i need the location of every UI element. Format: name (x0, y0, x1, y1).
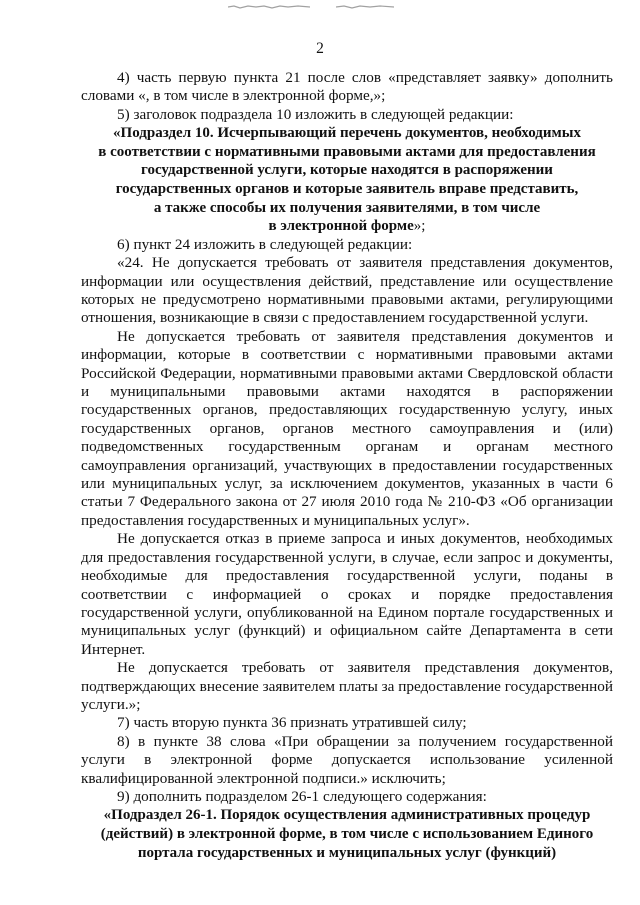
heading-line: (действий) в электронной форме, в том числе с использованием Единого (100, 825, 594, 842)
paragraph-point-24: «24. Не допускается требовать от заявителя представления документов, информации или осуществления действий, представление или осуществление которых не предусмотрено нормативными правовыми актами, регулирующими отношения, возникающие в связи с предоставлением государственной услуги. (81, 254, 613, 327)
heading-line: а также способы их получения заявителями, в том числе (153, 199, 541, 216)
heading-line: государственных органов и которые заявитель вправе представить, (115, 181, 579, 197)
page-number: 2 (316, 40, 324, 57)
paragraph-item-5: 5) заголовок подраздела 10 изложить в следующей редакции: (117, 105, 514, 123)
heading-line: в соответствии с нормативными правовыми актами для предоставления (98, 143, 596, 160)
paragraph-point-24-part-2: Не допускается требовать от заявителя представления документов и информации, которые в соответствии с нормативными правовыми актами Российской Федерации, нормативными правовыми актами Свердловской области и муниципальными правовыми актами находятся в распоряжении государственных органов, предоставляющих государственную услугу, иных государственных органов, органов местного самоуправления и (или) подведомственных государственным органам и органам местного самоуправления организаций, участвующих в предоставлении государственных или муниципальных услуг, за исключением документов, указанных в части 6 статьи 7 Федерального закона от 27 июля 2010 года № 210-ФЗ «Об организации предоставления государственных и муниципальных услуг». (81, 327, 613, 529)
heading-line-text: в электронной форме (268, 218, 414, 235)
heading-line: «Подраздел 10. Исчерпывающий перечень документов, необходимых (113, 125, 581, 142)
heading-subsection-26-1 (81, 806, 613, 862)
heading-line-last (81, 217, 613, 236)
heading-subsection-10 (81, 124, 613, 236)
scan-artifact-left (228, 4, 310, 10)
document-body (81, 69, 613, 862)
paragraph-point-24-part-3: Не допускается отказ в приеме запроса и иных документов, необходимых для предоставления государственной услуги, в случае, если запрос и документы, необходимые для предоставления государственной услуги, поданы в соответствии с информацией о сроках и порядке предоставления государственной услуги, опубликованной на Едином портале государственных и муниципальных услуг (функций) и официальном сайте Департамента в сети Интернет. (81, 530, 613, 658)
heading-line: государственной услуги, которые находятся в распоряжении (141, 162, 553, 179)
paragraph-item-4: 4) часть первую пункта 21 после слов «представляет заявку» дополнить словами «, в том числе в электронной форме,»; (81, 69, 613, 105)
paragraph-item-8: 8) в пункте 38 слова «При обращении за получением государственной услуги в электронной форме допускается использование усиленной квалифицированной электронной подписи.» исключить; (81, 732, 613, 787)
paragraph-item-7: 7) часть вторую пункта 36 признать утратившей силу; (117, 714, 467, 732)
scan-artifact-right (336, 4, 394, 10)
paragraph-item-9: 9) дополнить подразделом 26-1 следующего содержания: (117, 787, 487, 805)
heading-closing-quote: »; (413, 218, 426, 235)
heading-line: портала государственных и муниципальных услуг (функций) (137, 844, 557, 861)
heading-line: «Подраздел 26-1. Порядок осуществления административных процедур (103, 807, 591, 824)
paragraph-point-24-part-4: Не допускается требовать от заявителя представления документов, подтверждающих внесение заявителем платы за предоставление государственной услуги.»; (81, 659, 613, 713)
paragraph-item-6: 6) пункт 24 изложить в следующей редакции: (117, 235, 413, 253)
